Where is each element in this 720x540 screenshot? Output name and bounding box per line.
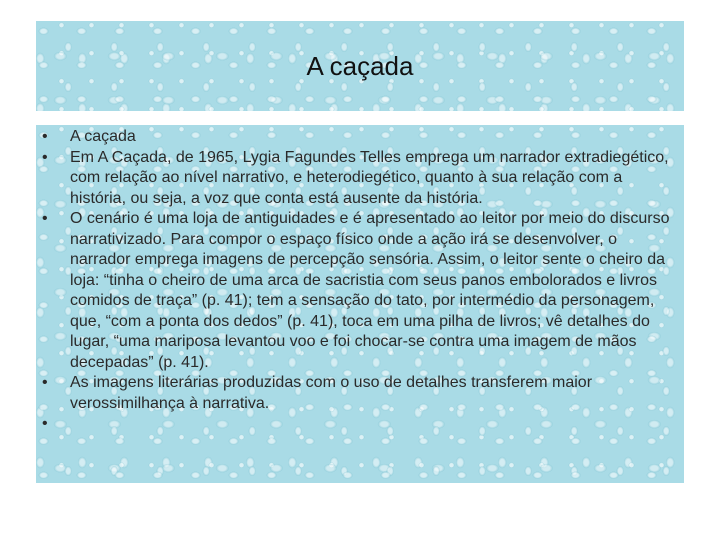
- bullet-item: [36, 373, 684, 414]
- bullet-text: As imagens literárias produzidas com o uso de detalhes transferem maior verossimilhança à narrativa.: [70, 374, 593, 412]
- bullet-list: [36, 127, 684, 435]
- bullet-dot-icon: •: [42, 210, 48, 227]
- bullet-item: [36, 414, 684, 435]
- bullet-item: [36, 148, 684, 210]
- slide-title: A caçada: [306, 51, 414, 81]
- bullet-dot-icon: •: [42, 374, 48, 391]
- bullet-text: O cenário é uma loja de antiguidades e é apresentado ao leitor por meio do discurso narrativizado. Para compor o espaço físico onde a ação irá se desenvolver, o narrador emprega imagens de percepção sensória. Assim, o leitor sente o cheiro da loja: “tinha o cheiro de uma arca de sacristia com seus panos embolorados e livros comidos de traça” (p. 41); tem a sensação do tato, por intermédio da personagem, que, “com a ponta dos dedos” (p. 41), toca em uma pilha de livros; vê detalhes do lugar, “uma mariposa levantou voo e foi chocar-se contra uma imagem de mãos decepadas” (p. 41).: [70, 210, 670, 371]
- bullet-dot-icon: •: [42, 415, 48, 432]
- bullet-text: A caçada: [70, 128, 136, 145]
- bullet-text: Em A Caçada, de 1965, Lygia Fagundes Telles emprega um narrador extradiegético, com relação ao nível narrativo, e heterodiegético, quanto à sua relação com a história, ou seja, a voz que conta está ausente da história.: [70, 148, 669, 207]
- title-panel: [36, 21, 684, 111]
- bullet-item: [36, 209, 684, 373]
- bullet-item: [36, 127, 684, 148]
- bullet-dot-icon: •: [42, 148, 48, 166]
- content-panel: [36, 125, 684, 483]
- bullet-dot-icon: •: [42, 128, 48, 145]
